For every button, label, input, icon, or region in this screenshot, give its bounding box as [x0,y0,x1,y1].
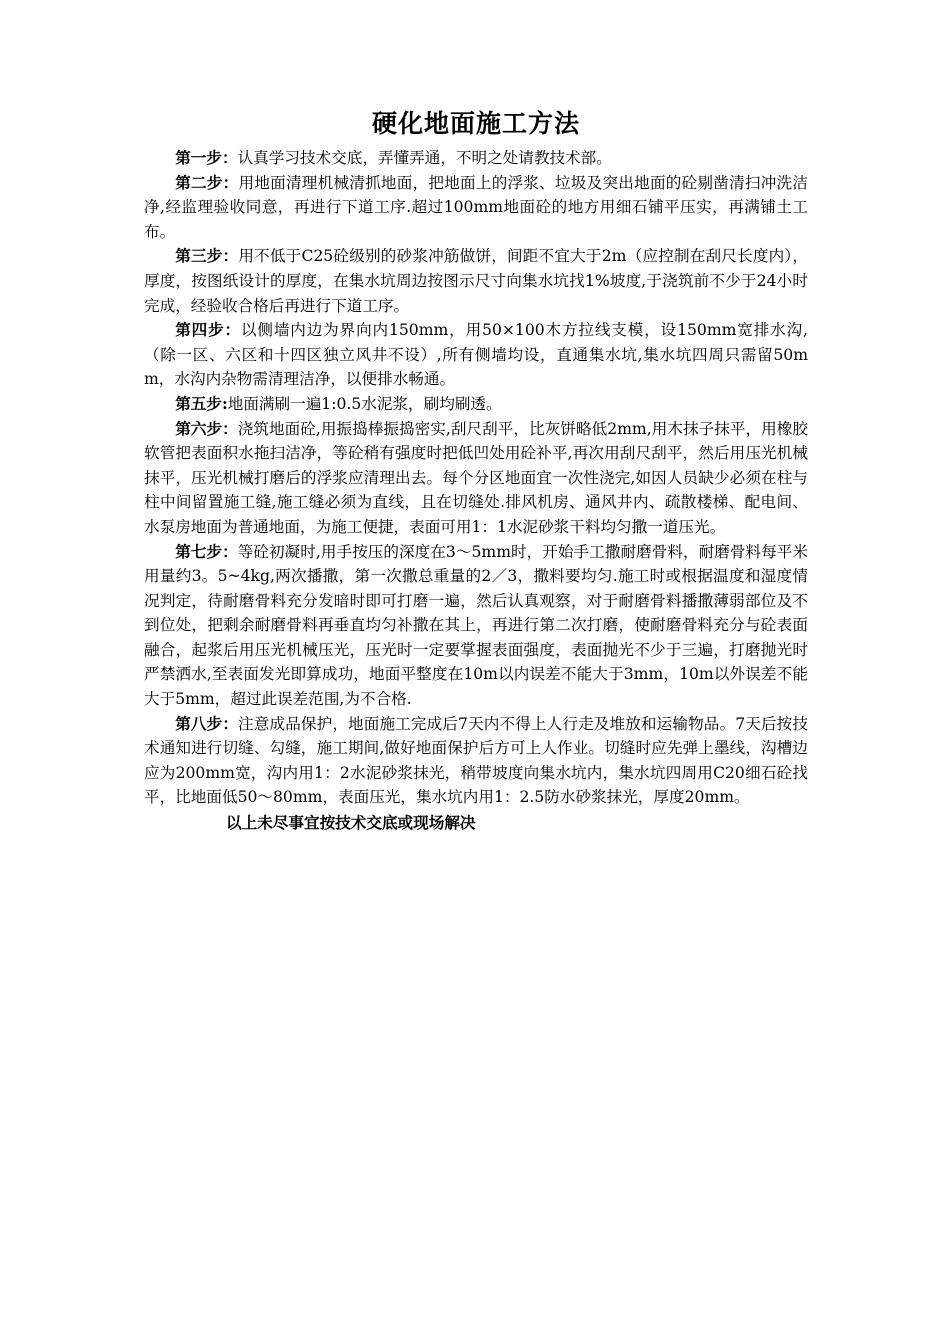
step-3-paragraph [144,244,808,318]
step-1-label: 第一步： [175,148,238,167]
step-7-text: 等砼初凝时,用手按压的深度在3～5mm时，开始手工撒耐磨骨料，耐磨骨料每平米用量约3。5~4kg,两次播撒，第一次撒总重量的2／3，撒料要均匀.施工时或根据温度和湿度情况判定，待耐磨骨料充分发暗时即可打磨一遍，然后认真观察，对于耐磨骨料播撒薄弱部位及不到位处，把剩余耐磨骨料再垂直均匀补撒在其上，再进行第二次打磨，使耐磨骨料充分与砼表面融合，起浆后用压光机械压光，压光时一定要掌握表面强度，表面抛光不少于三遍，打磨抛光时严禁洒水,至表面发光即算成功，地面平整度在10m以内误差不能大于3mm，10m以外误差不能大于5mm，超过此误差范围,为不合格. [144,542,808,709]
step-2-text: 用地面清理机械清抓地面，把地面上的浮浆、垃圾及突出地面的砼剔凿清扫冲洗洁净,经监理验收同意，再进行下道工序.超过100mm地面砼的地方用细石铺平压实，再满铺土工布。 [144,173,808,241]
step-6-label: 第六步： [175,418,238,438]
step-5-paragraph [144,392,808,417]
step-8-paragraph [144,712,808,810]
step-7-label: 第七步： [175,541,238,561]
step-4-text: 以侧墙内边为界向内150mm，用50×100木方拉线支模，设150mm宽排水沟,（除一区、六区和十四区独立风井不设）,所有侧墙均设，直通集水坑,集水坑四周只需留50mm，水沟内杂物需清理洁净，以便排水畅通。 [144,321,808,389]
step-5-text: 地面满刷一遍1:0.5水泥浆，刷均刷透。 [227,394,502,413]
closing-note: 以上未尽事宜按技术交底或现场解决 [226,813,476,833]
step-6-paragraph [144,417,808,540]
step-3-label: 第三步： [175,246,239,266]
document-title: 硬化地面施工方法 [371,109,580,138]
step-7-paragraph [144,540,808,712]
step-1-text: 认真学习技术交底，弄懂弄通，不明之处请教技术部。 [237,149,612,167]
step-1-paragraph [144,146,808,171]
step-3-text: 用不低于C25砼级别的砂浆冲筋做饼，间距不宜大于2m（应控制在刮尺长度内），厚度，按图纸设计的厚度，在集水坑周边按图示尺寸向集水坑找1%坡度,于浇筑前不少于24小时完成，经验收合格后再进行下道工序。 [144,247,808,315]
document-body [144,104,808,836]
step-8-text: 注意成品保护，地面施工完成后7天内不得上人行走及堆放和运输物品。7天后按技术通知进行切缝、勾缝，施工期间,做好地面保护后方可上人作业。切缝时应先弹上墨线，沟槽边应为200mm宽，沟内用1：2水泥砂浆抹光，稍带坡度向集水坑内，集水坑四周用C20细石砼找平，比地面低50～80mm，表面压光，集水坑内用1：2.5防水砂浆抹光，厚度20mm。 [144,714,808,807]
step-2-paragraph [144,171,808,245]
step-2-label: 第二步： [175,172,239,192]
step-5-label: 第五步: [175,393,228,413]
step-6-text: 浇筑地面砼,用振捣棒振捣密实,刮尺刮平，比灰饼略低2mm,用木抹子抹平，用橡胶软管把表面积水拖扫洁净，等砼稍有强度时把低凹处用砼补平,再次用刮尺刮平，然后用压光机械抹平，压光机械打磨后的浮浆应清理出去。每个分区地面宜一次性浇完,如因人员缺少必须在柱与柱中间留置施工缝,施工缝必须为直线，且在切缝处.排风机房、通风井内、疏散楼梯、配电间、水泵房地面为普通地面，为施工便捷，表面可用1：1水泥砂浆干料均匀撒一道压光。 [144,419,808,536]
step-4-paragraph [144,318,808,392]
step-8-label: 第八步： [175,713,239,733]
step-4-label: 第四步： [175,320,241,340]
